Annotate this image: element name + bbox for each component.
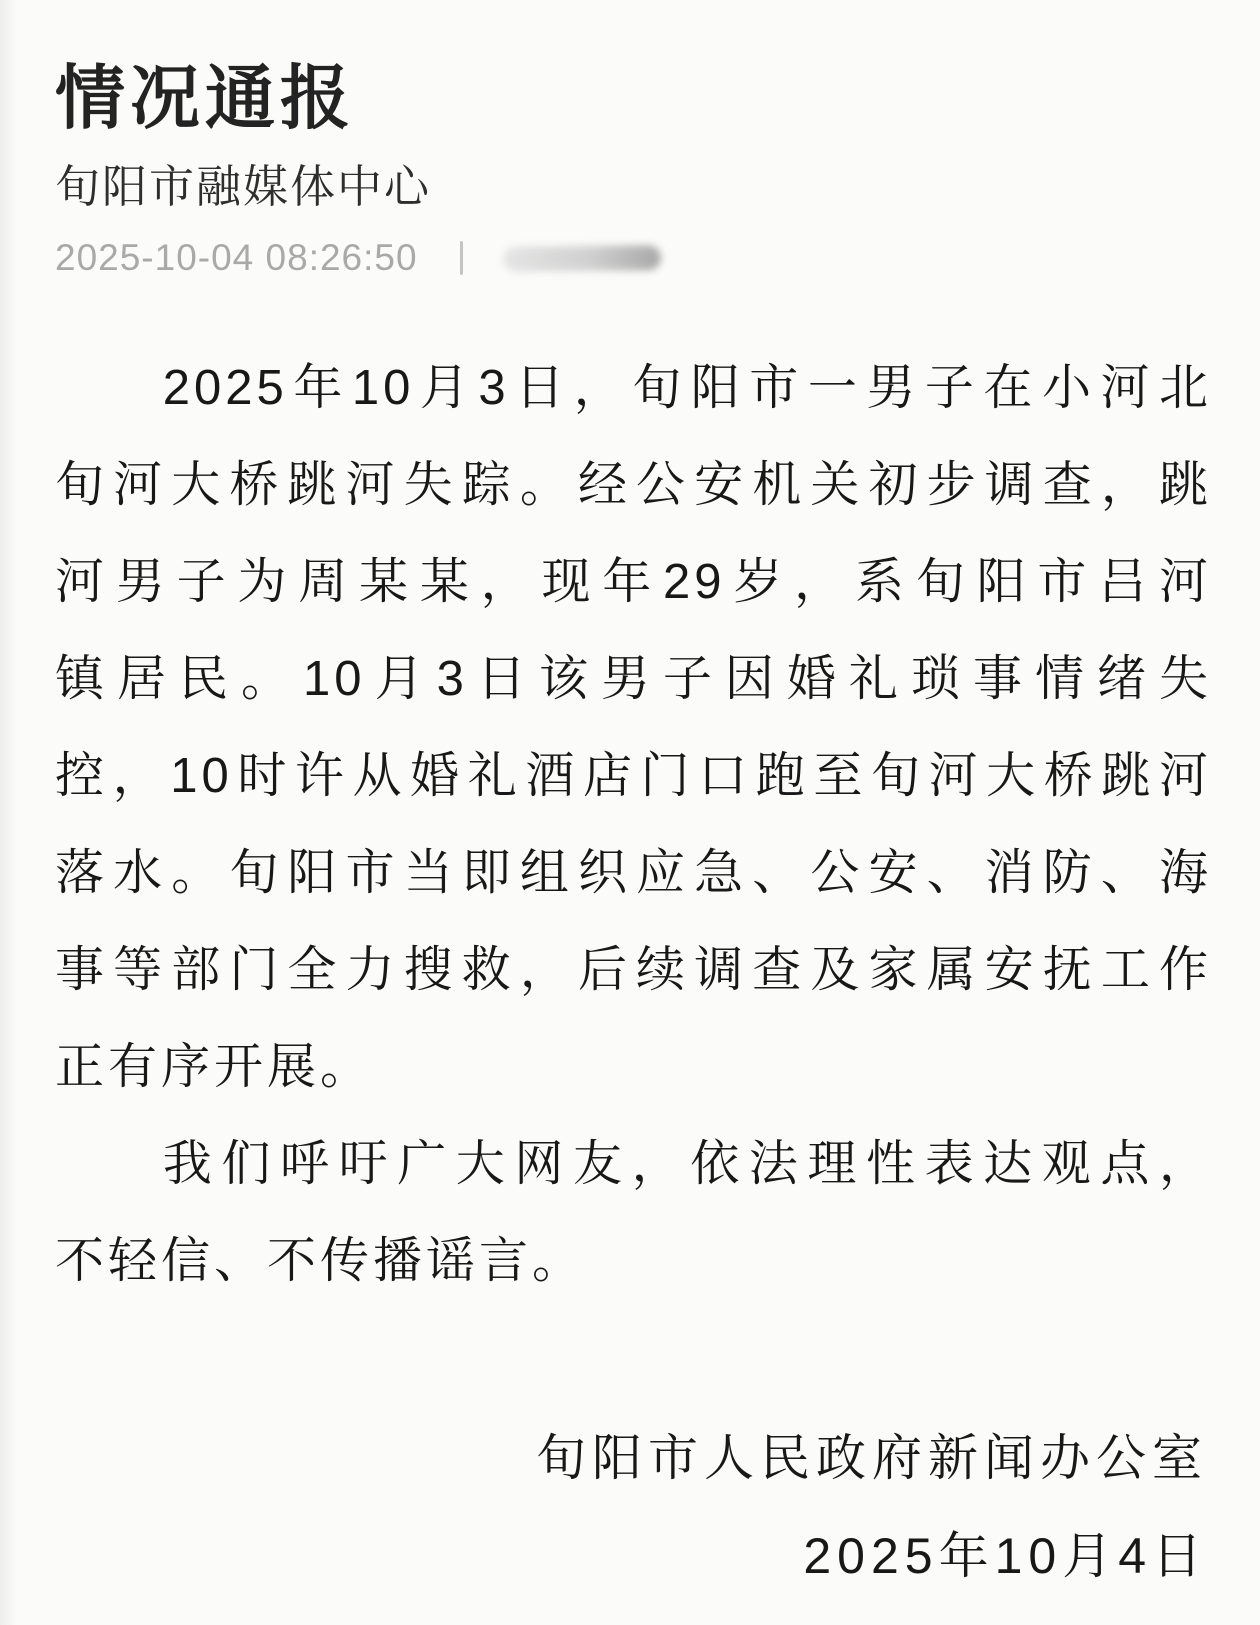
body-line: 镇居民。10月3日该男子因婚礼琐事情绪失 xyxy=(55,652,1212,706)
body-line: 不轻信、不传播谣言。 xyxy=(55,1234,586,1288)
meta-row xyxy=(55,234,661,282)
body-line: 2025年10月3日，旬阳市一男子在小河北 xyxy=(162,361,1212,415)
body-line: 控，10时许从婚礼酒店门口跑至旬河大桥跳河 xyxy=(55,749,1212,803)
publish-timestamp: 2025-10-04 08:26:50 xyxy=(55,237,418,278)
body-line: 旬河大桥跳河失踪。经公安机关初步调查，跳 xyxy=(55,458,1212,512)
issue-date: 2025年10月4日 xyxy=(803,1528,1208,1584)
page-title: 情况通报 xyxy=(55,58,355,137)
scan-edge-shading xyxy=(0,0,16,1625)
notice-body xyxy=(55,340,1212,1310)
separator-bar xyxy=(460,241,463,275)
source-name: 旬阳市融媒体中心 xyxy=(55,161,432,212)
body-line: 事等部门全力搜救，后续调查及家属安抚工作 xyxy=(55,943,1212,997)
body-line: 落水。旬阳市当即组织应急、公安、消防、海 xyxy=(55,846,1212,900)
redacted-source-blur xyxy=(502,245,660,272)
issuer-signature: 旬阳市人民政府新闻办公室 xyxy=(536,1430,1208,1486)
body-line: 我们呼吁广大网友，依法理性表达观点， xyxy=(162,1137,1212,1191)
body-line: 正有序开展。 xyxy=(55,1040,374,1094)
body-line: 河男子为周某某，现年29岁，系旬阳市吕河 xyxy=(55,555,1212,609)
